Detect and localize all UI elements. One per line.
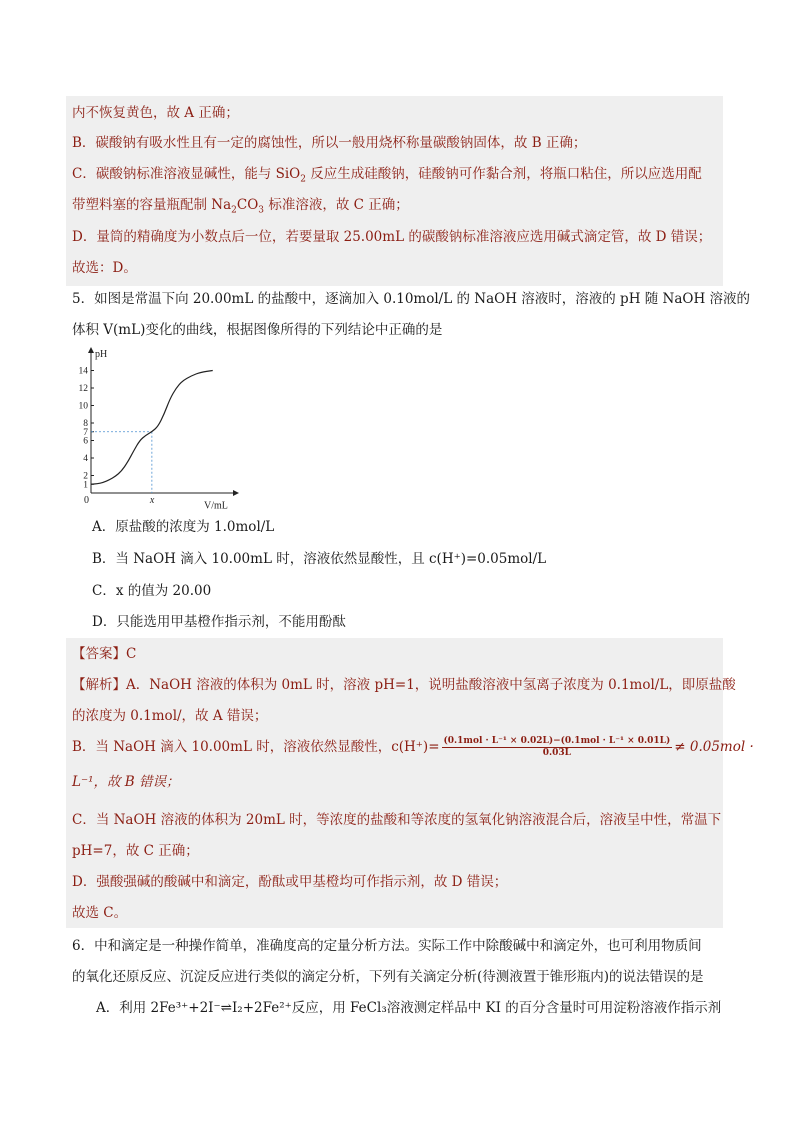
q4-option-d-analysis: D．量筒的精确度为小数点后一位，若要量取 25.00mL 的碳酸钠标准溶液应选用碱式滴定管，故 D 错误；	[72, 229, 712, 245]
y-tick-label: 12	[78, 384, 88, 394]
q5-stem-1: 5．如图是常温下向 20.00mL 的盐酸中，逐滴加入 0.10mol/L 的 NaOH 溶液时，溶液的 pH 随 NaOH 溶液的	[72, 291, 751, 307]
y-axis-arrow	[88, 347, 94, 353]
origin-label: 0	[84, 495, 89, 506]
q4-line-cont: 内不恢复黄色，故 A 正确；	[72, 105, 239, 121]
ph-curve	[91, 371, 213, 485]
y-tick-label: 14	[78, 366, 88, 377]
q5-option-d[interactable]: D．只能选用甲基橙作指示剂，不能用酚酞	[92, 614, 346, 630]
q5-analysis-c-1: C．当 NaOH 溶液的体积为 20mL 时，等浓度的盐酸和等浓度的氢氧化钠溶液混合后，溶液呈中性，常温下	[72, 812, 722, 828]
y-tick-label: 7	[83, 427, 88, 438]
q6-stem-2: 的氧化还原反应、沉淀反应进行类似的滴定分析，下列有关滴定分析(待测液置于锥形瓶内)的说法错误的是	[72, 969, 704, 985]
y-tick-label: 4	[83, 454, 88, 464]
q4-choice: 故选：D。	[72, 260, 137, 276]
y-tick-label: 1	[83, 480, 88, 491]
q5-analysis-d: D．强酸强碱的酸碱中和滴定，酚酞或甲基橙均可作指示剂，故 D 错误；	[72, 874, 508, 890]
analysis-block-q4	[66, 96, 723, 286]
y-tick-label: 6	[83, 436, 88, 447]
x-axis-arrow	[233, 490, 239, 496]
y-tick-label: 2	[83, 471, 88, 482]
q5-analysis-a-2: 的浓度为 0.1mol/，故 A 错误；	[72, 708, 268, 724]
q5-option-c[interactable]: C．x 的值为 20.00	[92, 583, 212, 599]
q6-option-a[interactable]: A．利用 2Fe³⁺+2I⁻⇌I₂+2Fe²⁺反应，用 FeCl₃溶液测定样品中 KI 的百分含量时可用淀粉溶液作指示剂	[96, 1000, 722, 1016]
x-axis-label: V/mL	[204, 500, 228, 512]
q5-option-a[interactable]: A．原盐酸的浓度为 1.0mol/L	[92, 519, 275, 535]
ph-titration-chart	[72, 345, 242, 512]
q4-option-c-analysis-1: C．碳酸钠标准溶液显碱性，能与 SiO$_2$ 反应生成硅酸钠，硅酸钠可作黏合剂，将瓶口粘住，所以应选用配	[72, 166, 702, 185]
q5-analysis-a-1: 【解析】A．NaOH 溶液的体积为 0mL 时，溶液 pH=1，说明盐酸溶液中氢离子浓度为 0.1mol/L，即原盐酸	[72, 677, 736, 693]
q5-stem-2: 体积 V(mL)变化的曲线，根据图像所得的下列结论中正确的是	[72, 322, 443, 338]
y-axis-label: pH	[95, 349, 108, 360]
q5-answer: 【答案】C	[72, 646, 137, 662]
q5-analysis-b-2: L⁻¹，故 B 错误；	[72, 774, 180, 790]
y-tick-label: 8	[83, 419, 88, 429]
q5-option-b[interactable]: B．当 NaOH 滴入 10.00mL 时，溶液依然显酸性，且 c(H⁺)=0.05mol/L	[92, 551, 547, 567]
y-tick-label: 10	[78, 401, 88, 412]
q4-option-c-analysis-2: 带塑料塞的容量瓶配制 $Na_2CO_3$ 标准溶液，故 C 正确；	[72, 197, 409, 216]
x-marker-label: x	[149, 495, 155, 506]
q5-analysis-b-1: B．当 NaOH 滴入 10.00mL 时，溶液依然显酸性，c(H⁺)= $\frac{\text{(0.1mol · L⁻¹ × 0.02L)−(0.1mol · L⁻¹ × 0.01L)}}{0.03L}$ ≠ 0.05mol ·	[72, 736, 754, 758]
q6-stem-1: 6．中和滴定是一种操作简单，准确度高的定量分析方法。实际工作中除酸碱中和滴定外，也可利用物质间	[72, 938, 702, 954]
q5-analysis-c-2: pH=7，故 C 正确；	[72, 843, 199, 859]
q4-option-b-analysis: B．碳酸钠有吸水性且有一定的腐蚀性，所以一般用烧杯称量碳酸钠固体，故 B 正确；	[72, 135, 587, 151]
concentration-fraction: $\frac{\text{(0.1mol · L⁻¹ × 0.02L)−(0.1mol · L⁻¹ × 0.01L)}}{0.03L}$	[443, 736, 671, 758]
q5-choice: 故选 C。	[72, 905, 128, 921]
